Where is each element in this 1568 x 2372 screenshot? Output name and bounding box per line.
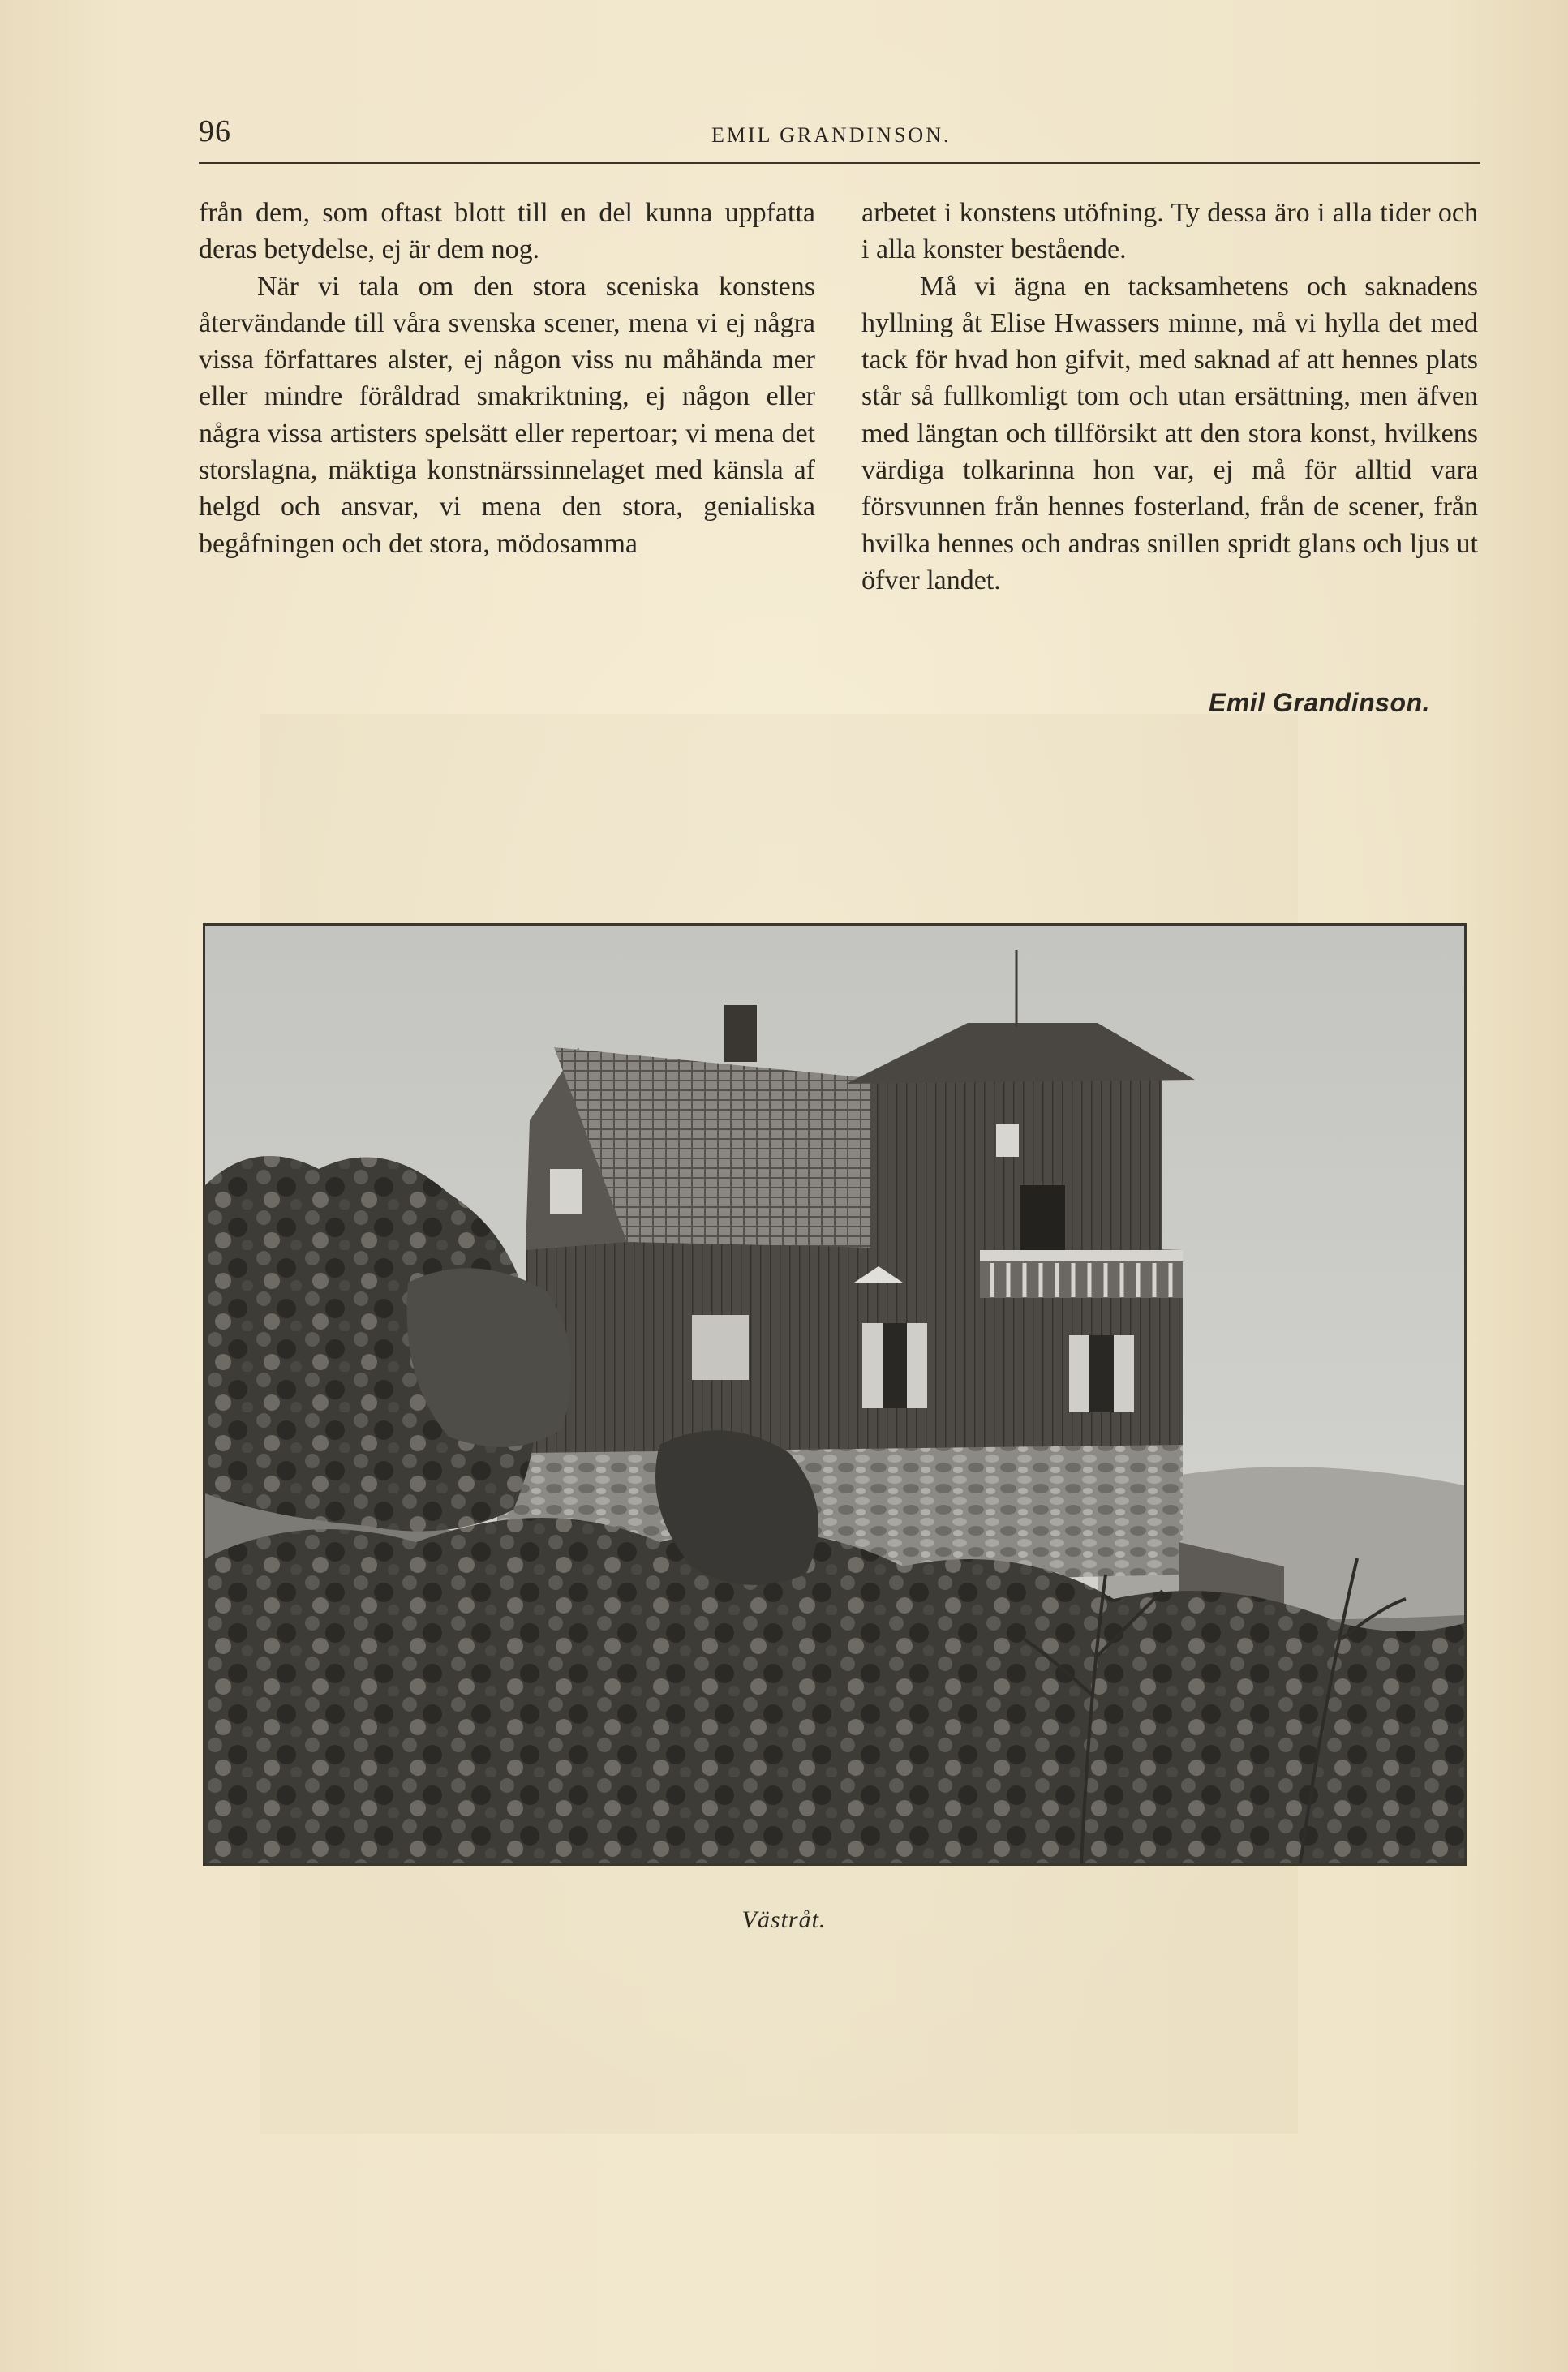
villa-photograph: [203, 923, 1467, 1866]
running-head: EMIL GRANDINSON.: [711, 123, 952, 147]
right-paragraph-1: arbetet i konstens utöfning. Ty dessa äro i alla tider och i alla konster bestående.: [861, 198, 1478, 265]
photo-caption: Västråt.: [741, 1906, 827, 1933]
left-paragraph-2: När vi tala om den stora sceniska konstens återvändande till våra svenska scener, mena vi ej några vissa författares alster, ej någon viss nu måhända mer eller mindre föråldrad smakriktning, ej någon eller några vissa artisters spelsätt eller repertoar; vi mena det storslagna, mäktiga konstnärssinnelaget med känsla af helgd och ansvar, vi mena den stora, genialiska begåfningen och det stora, mödosamma: [199, 271, 815, 559]
page-header: [199, 114, 1480, 164]
left-paragraph-1: från dem, som oftast blott till en del kunna uppfatta deras betydelse, ej är dem nog.: [199, 198, 815, 265]
right-text-column: [861, 195, 1478, 599]
right-paragraph-2: Må vi ägna en tacksamhetens och saknadens hyllning åt Elise Hwassers minne, må vi hylla det med tack för hvad hon gifvit, med saknad af att hennes plats står så fullkomligt tom och utan ersättning, men äfven med längtan och tillförsikt att den stora konst, hvilkens värdiga tolkarinna hon var, ej må för alltid vara försvunnen från hennes fosterland, från de scener, från hvilka hennes och andras snillen spridt glans och ljus ut öfver landet.: [861, 271, 1478, 595]
tower-window-small: [996, 1124, 1019, 1157]
tower-door: [1020, 1185, 1065, 1254]
chimney: [724, 1005, 757, 1062]
page-number: 96: [199, 114, 231, 148]
tower-wall: [870, 1080, 1162, 1258]
house-photo-illustration: [205, 926, 1464, 1863]
balcony-railing: [980, 1250, 1183, 1298]
left-text-column: [199, 195, 815, 562]
author-signature: Emil Grandinson.: [1209, 688, 1430, 717]
